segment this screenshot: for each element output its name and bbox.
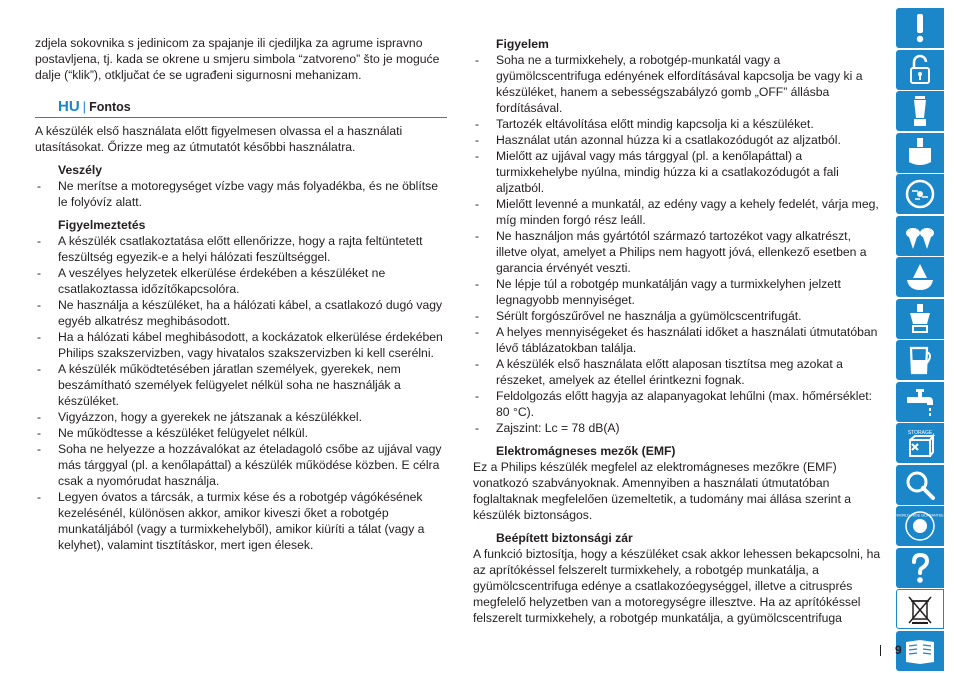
world-wide-guarantee-icon[interactable] (896, 506, 944, 546)
list-item: - Ne használja a készüléket, ha a hálózati kábel, a csatlakozó dugó vagy egyéb alkatrész meghibásodott. (35, 297, 447, 329)
list-item: - Ne lépje túl a robotgép munkatálján vagy a turmixkelyhen jelzett legnagyobb mennyiséget. (473, 276, 881, 308)
list-item: - Feldolgozás előtt hagyja az alapanyagokat lehűlni (max. hőmérséklet: 80 °C). (473, 388, 881, 420)
list-item: - Tartozék eltávolítása előtt mindig kapcsolja ki a készüléket. (473, 116, 881, 132)
figyelem-list (473, 52, 881, 436)
list-item: - Sérült forgószűrővel ne használja a gyümölcscentrifugát. (473, 308, 881, 324)
storage-box-icon[interactable] (896, 423, 944, 463)
list-item: - Ne használjon más gyártótól származó tartozékot vagy alkatrészt, illetve olyat, amelyet a Philips nem hagyott jóvá, ellenkező esetben a garancia érvényét veszti. (473, 228, 881, 276)
measuring-jug-icon[interactable] (896, 340, 944, 380)
emf-paragraph: Ez a Philips készülék megfelel az elektromágneses mezőkre (EMF) vonatkozó szabványoknak. Amennyiben a használati útmutatóban foglaltaknak megfelelően üzemeltetik, a tudomány mai állása szerint a készülék biztonságos. (473, 460, 852, 522)
list-item: - Ne működtesse a készüléket felügyelet nélkül. (35, 425, 447, 441)
figyelmeztetes-list (35, 233, 447, 553)
safety-lock-heading: Beépített biztonsági zár (496, 531, 633, 545)
page-number: 9 (895, 643, 902, 657)
list-item: - Ne merítse a motoregységet vízbe vagy más folyadékba, és ne öblítse le folyóvíz alatt. (35, 178, 447, 210)
exclamation-icon[interactable] (896, 8, 944, 48)
svg-text:WORLD-WIDE GUARANTEE: WORLD-WIDE GUARANTEE (896, 513, 944, 518)
juicer-icon[interactable] (896, 299, 944, 339)
right-column (473, 36, 881, 626)
list-item: - Soha ne helyezze a hozzávalókat az ételadagoló csőbe az ujjával vagy más tárggyal (pl. a kenőlapáttal) a készülék működése közben. E célra csak a nyomórudat használja. (35, 441, 447, 489)
crossed-bin-icon[interactable] (896, 589, 944, 629)
question-mark-icon[interactable] (896, 548, 944, 588)
list-item: - Használat után azonnal húzza ki a csatlakozódugót az aljzatból. (473, 132, 881, 148)
page-number-divider (880, 645, 881, 656)
figyelem-heading: Figyelem (496, 37, 549, 51)
list-item: - Mielőtt levenné a munkatál, az edény vagy a kehely fedelét, várja meg, míg minden forgó rész leáll. (473, 196, 881, 228)
list-item: - A készülék csatlakoztatása előtt ellenőrizze, hogy a rajta feltüntetett feszültség egyezik-e a helyi hálózati feszültséggel. (35, 233, 447, 265)
list-item: - A készülék első használata előtt alaposan tisztítsa meg azokat a részeket, amelyek az étellel érintkezni fognak. (473, 356, 881, 388)
language-separator: | (82, 99, 87, 114)
list-item: - Mielőtt az ujjával vagy más tárggyal (pl. a kenőlapáttal) a turmixkehelybe nyúlna, mindig húzza ki a csatlakozódugót a fali aljzatból. (473, 148, 881, 196)
section-title: Fontos (89, 100, 131, 114)
water-tap-icon[interactable] (896, 382, 944, 422)
list-item: - Vigyázzon, hogy a gyerekek ne játszanak a készülékkel. (35, 409, 447, 425)
figyelmeztetes-heading: Figyelmeztetés (58, 218, 146, 232)
sidebar-icon-tabs (896, 8, 946, 672)
safety-lock-paragraph: A funkció biztosítja, hogy a készüléket csak akkor lehessen bekapcsolni, ha az aprítókéssel felszerelt turmixkehely, a robotgép munkatálja, a gyümölcscentrifuga edénye a csatlakozóegységgel, illetve a citrusprés megfelelő helyzetben van a motoregységre illesztve. Ha az aprítókéssel felszerelt turmixkehely, a robotgép munkatálja, a gyümölcscentrifuga (473, 547, 881, 625)
language-header (35, 99, 447, 118)
citrus-press-icon[interactable] (896, 257, 944, 297)
magnifier-icon[interactable] (896, 465, 944, 505)
veszely-heading: Veszély (58, 163, 103, 177)
emf-heading: Elektromágneses mezők (EMF) (496, 444, 676, 458)
list-item: - A készülék működtetésében járatlan személyek, gyerekek, nem beszámítható személyek felügyelet nélkül soha ne használják a készüléket. (35, 361, 447, 409)
intro-paragraph: zdjela sokovnika s jedinicom za spajanje ili cjediljka za agrume ispravno postavljena, tj. kada se okrene u smjeru simbola “zatvoreno” što je moguće dalje (“klik”), otključat će se ugrađeni sigurnosni mehanizam. (35, 36, 440, 82)
list-item: - Legyen óvatos a tárcsák, a turmix kése és a robotgép vágókésének kezelésénél, különösen akkor, amikor kiveszi őket a robotgép munkatáljából (vagy a turmixkehelyből), amikor kiüríti a tálat (vagy a kelyhet), valamint tisztításkor, mert igen élesek. (35, 489, 447, 553)
left-column (35, 35, 447, 553)
manual-book-icon[interactable] (896, 631, 944, 671)
two-blades-icon[interactable] (896, 216, 944, 256)
veszely-list (35, 178, 447, 210)
svg-text:STORAGE: STORAGE (907, 430, 933, 436)
blender-jug-icon[interactable] (896, 91, 944, 131)
list-item: - Zajszint: Lc = 78 dB(A) (473, 420, 881, 436)
list-item: - Ha a hálózati kábel meghibásodott, a kockázatok elkerülése érdekében Philips szakszervizben, vagy hivatalos szakszervizben ki kell cserélni. (35, 329, 447, 361)
list-item: - A veszélyes helyzetek elkerülése érdekében a készüléket ne csatlakoztassa időzítőkapcsolóra. (35, 265, 447, 297)
disc-icon[interactable] (896, 174, 944, 214)
list-item: - Soha ne a turmixkehely, a robotgép-munkatál vagy a gyümölcscentrifuga edényének elfordításával kapcsolja be vagy ki a készüléket, hanem a sebességszabályzó gomb „OFF” állásba fordításával. (473, 52, 881, 116)
food-processor-icon[interactable] (896, 133, 944, 173)
padlock-icon[interactable] (896, 50, 944, 90)
list-item: - A helyes mennyiségeket és használati időket a használati útmutatóban lévő táblázatokban találja. (473, 324, 881, 356)
language-code: HU (58, 98, 80, 115)
fontos-paragraph: A készülék első használata előtt figyelmesen olvassa el a használati utasításokat. Őrizze meg az útmutatót későbbi használatra. (35, 124, 403, 154)
